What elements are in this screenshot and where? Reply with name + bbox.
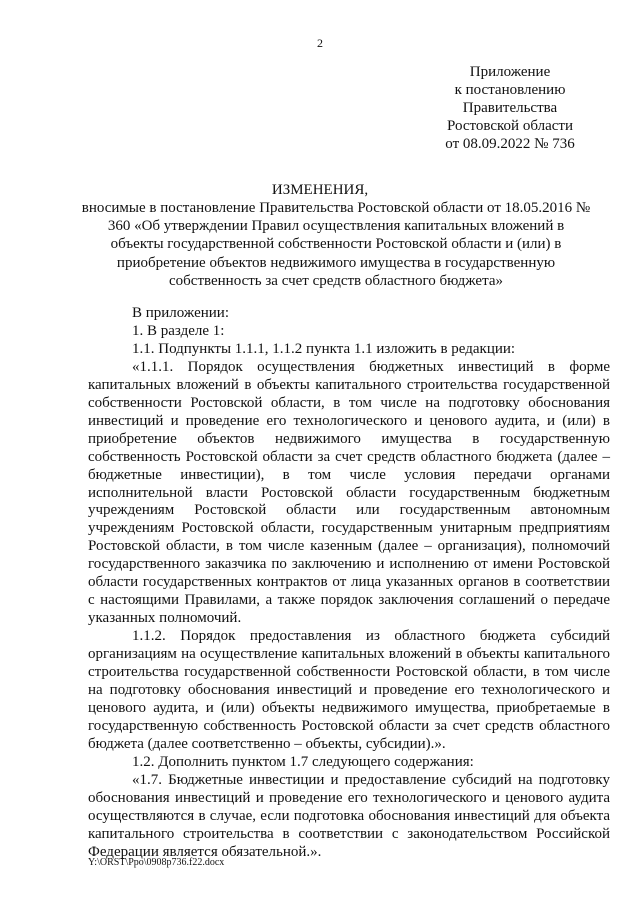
appendix-header-line: Ростовской области <box>447 118 573 134</box>
document-subtitle: вносимые в постановление Правительства Ростовской области от 18.05.2016 № 360 «Об утверждении Правил осуществления капитальных вложений в объекты государственной собственности Ростовской области и (или) в приобретение объектов недвижимого имущества в государственную собственность за счет средств областного бюджета» <box>81 200 591 289</box>
document-title: ИЗМЕНЕНИЯ, <box>271 182 369 198</box>
footer-file-path: Y:\ORST\Ppo\0908p736.f22.docx <box>88 857 225 868</box>
paragraph-item-1-1: 1.1. Подпункты 1.1.1, 1.1.2 пункта 1.1 изложить в редакции: <box>132 340 516 357</box>
paragraph-item-1-1-1: «1.1.1. Порядок осуществления бюджетных инвестиций в форме капитальных вложений в объекты капитального строительства государственной собственности Ростовской области, в том числе на подготовку обоснования инвестиций и проведение его технологического и ценового аудита, и (или) в приобретение объектов недвижимого имущества в государственную собственность Ростовской области за счет средств областного бюджета (далее – бюджетные инвестиции), в том числе условия передачи органами исполнительной власти Ростовской области государственным бюджетным учреждениям Ростовской области или государственным автономным учреждениям Ростовской области, государственным унитарным предприятиям Ростовской области, в том числе казенным (далее – организация), полномочий государственного заказчика по заключению и исполнению от имени Ростовской области государственных контрактов от лица указанных органов в соответствии с настоящими Правилами, а также порядок заключения соглашений о передаче указанных полномочий. <box>88 358 610 627</box>
paragraph-item-1-2: 1.2. Дополнить пунктом 1.7 следующего содержания: <box>132 753 474 770</box>
appendix-header-line: Правительства <box>462 100 558 116</box>
paragraph-section-1: 1. В разделе 1: <box>132 322 225 339</box>
paragraph-item-1-7: «1.7. Бюджетные инвестиции и предоставление субсидий на подготовку обоснования инвестиций и проведение его технологического и ценового аудита осуществляются в случае, если подготовка обоснования инвестиций для объекта капитального строительства в соответствии с законодательством Российской Федерации является обязательной.». <box>88 771 610 860</box>
paragraph-in-appendix: В приложении: <box>132 305 229 321</box>
appendix-header-line: Приложение <box>469 64 551 80</box>
paragraph-item-1-1-2: 1.1.2. Порядок предоставления из областного бюджета субсидий организациям на осуществление капитальных вложений в объекты капитального строительства государственной собственности Ростовской области, в том числе на подготовку обоснования инвестиций и проведение его технологического и ценового аудита, и (или) объекты недвижимого имущества, приобретаемые в государственную собственность Ростовской области за счет средств областного бюджета (далее соответственно – объекты, субсидии).». <box>88 628 610 752</box>
document-body <box>88 305 610 862</box>
appendix-header <box>430 63 590 153</box>
page-number: 2 <box>317 36 323 50</box>
appendix-header-line: от 08.09.2022 № 736 <box>445 136 575 152</box>
appendix-header-line: к постановлению <box>454 82 566 98</box>
